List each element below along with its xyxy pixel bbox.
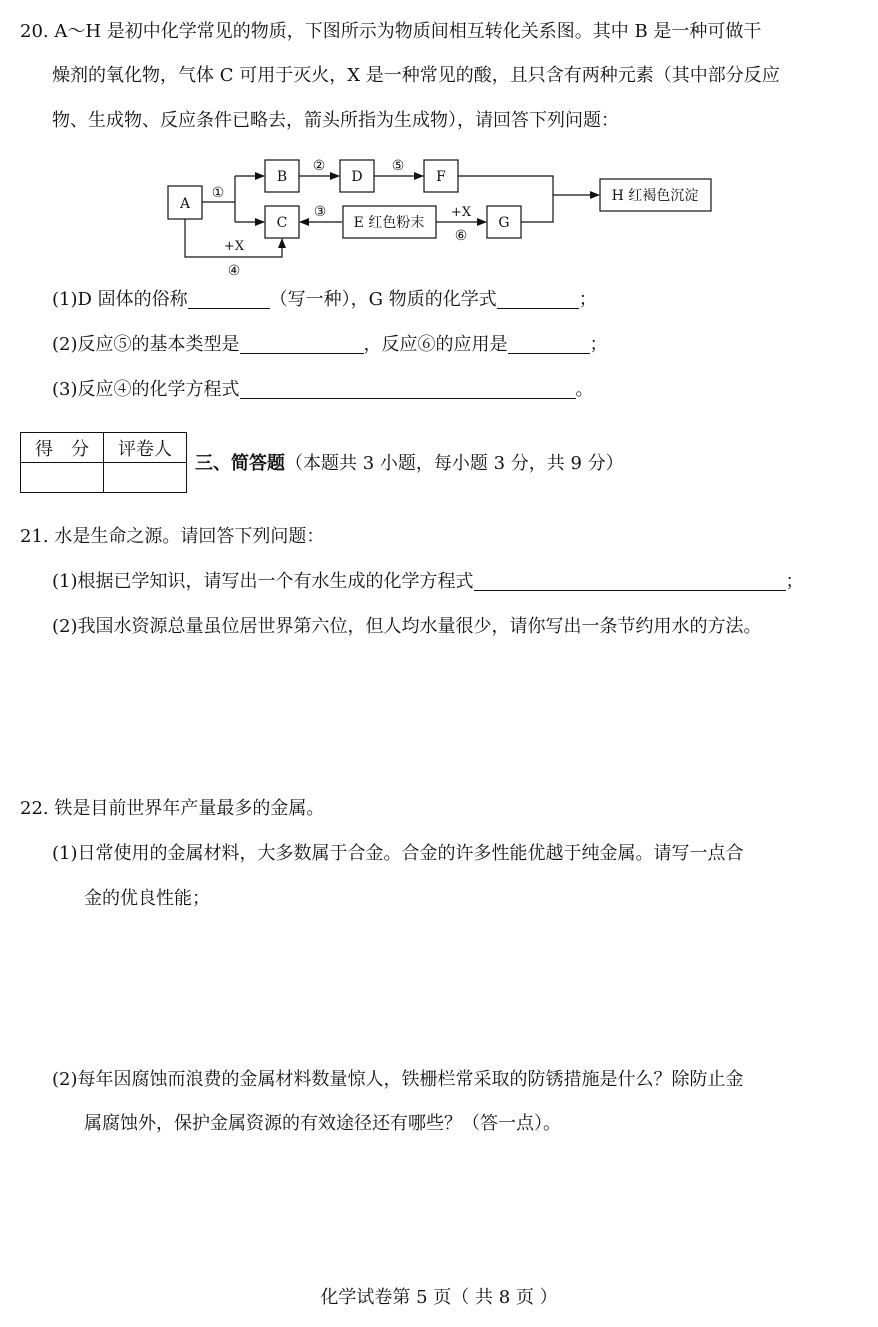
q22-part2-answer-area[interactable] [52,1145,852,1275]
q20-stem-line1: 20. A～H 是初中化学常见的物质，下图所示为物质间相互转化关系图。其中 B 是一种可做干 [20,21,762,42]
q21-part2-answer-area[interactable] [52,645,852,785]
section3-desc: （本题共 3 小题，每小题 3 分，共 9 分） [285,453,624,474]
score-table [20,432,187,493]
answer-blank-reaction4-equation[interactable] [240,378,576,399]
section3-header [195,452,624,476]
q21-part1-text: (1)根据已学知识，请写出一个有水生成的化学方程式 [52,571,474,592]
q22-part1-line1: (1)日常使用的金属材料，大多数属于合金。合金的许多性能优越于纯金属。请写一点合 [52,843,744,864]
answer-blank-d-name[interactable] [188,288,270,309]
score-cell[interactable] [21,463,104,493]
q22-part1-answer-area[interactable] [52,920,852,1060]
reaction-3-label: ③ [313,204,327,220]
q20-part1-text-c: ； [578,289,597,310]
reaction-1-label: ① [211,185,225,201]
q20-part3-text-c: 。 [575,379,594,400]
box-e-label: E 红色粉末 [353,215,425,231]
q20-part1-text-a: (1)D 固体的俗称 [52,289,188,310]
box-c-label: C [276,215,288,231]
box-f-label: F [436,169,446,185]
q21-part2: (2)我国水资源总量虽位居世界第六位，但人均水量很少，请你写出一条节约用水的方法。 [52,616,762,637]
reaction-2-label: ② [312,158,326,174]
section3-title: 三、简答题 [195,453,285,474]
box-g-label: G [498,215,510,231]
q21-part1-end: ； [785,571,804,592]
q20-part2-text-b: ，反应⑥的应用是 [363,334,508,355]
q20-part2 [52,333,608,357]
score-header: 得 分 [21,433,104,463]
q20-part2-text-a: (2)反应⑤的基本类型是 [52,334,240,355]
reaction-diagram [0,0,878,290]
q20-part3 [52,378,594,402]
grader-header: 评卷人 [104,433,187,463]
q21-part1 [52,570,804,594]
answer-blank-g-formula[interactable] [497,288,579,309]
q22-part2-line1: (2)每年因腐蚀而浪费的金属材料数量惊人，铁栅栏常采取的防锈措施是什么？除防止金 [52,1069,744,1090]
answer-blank-reaction6-use[interactable] [508,333,590,354]
q20-part3-text-a: (3)反应④的化学方程式 [52,379,240,400]
grader-cell[interactable] [104,463,187,493]
q20-part1-text-b: （写一种），G 物质的化学式 [269,289,497,310]
plus-x-right-label: +X [450,205,472,220]
answer-blank-water-equation[interactable] [474,570,786,591]
box-b-label: B [276,169,288,185]
box-a-label: A [179,196,191,212]
reaction-4-label: ④ [227,263,241,279]
q21-stem: 21. 水是生命之源。请回答下列问题： [20,526,325,547]
reaction-6-label: ⑥ [454,228,468,244]
q20-stem-line3: 物、生成物、反应条件已略去，箭头所指为生成物），请回答下列问题： [52,110,619,131]
q20-part2-text-c: ； [589,334,608,355]
q22-stem: 22. 铁是目前世界年产量最多的金属。 [20,798,325,819]
answer-blank-reaction5-type[interactable] [240,333,364,354]
q22-part1-line2: 金的优良性能； [84,888,210,909]
q22-part2-line2: 属腐蚀外，保护金属资源的有效途径还有哪些？（答一点）。 [84,1113,561,1134]
box-d-label: D [351,169,363,185]
q20-stem-line2: 燥剂的氧化物，气体 C 可用于灭火，X 是一种常见的酸，且只含有两种元素（其中部分反应 [52,65,780,86]
q20-part1 [52,288,597,312]
box-h-label: H 红褐色沉淀 [611,188,699,204]
plus-x-bottom-label: +X [223,239,245,254]
page-footer: 化学试卷第 5 页（ 共 8 页 ） [320,1287,558,1308]
reaction-5-label: ⑤ [391,158,405,174]
